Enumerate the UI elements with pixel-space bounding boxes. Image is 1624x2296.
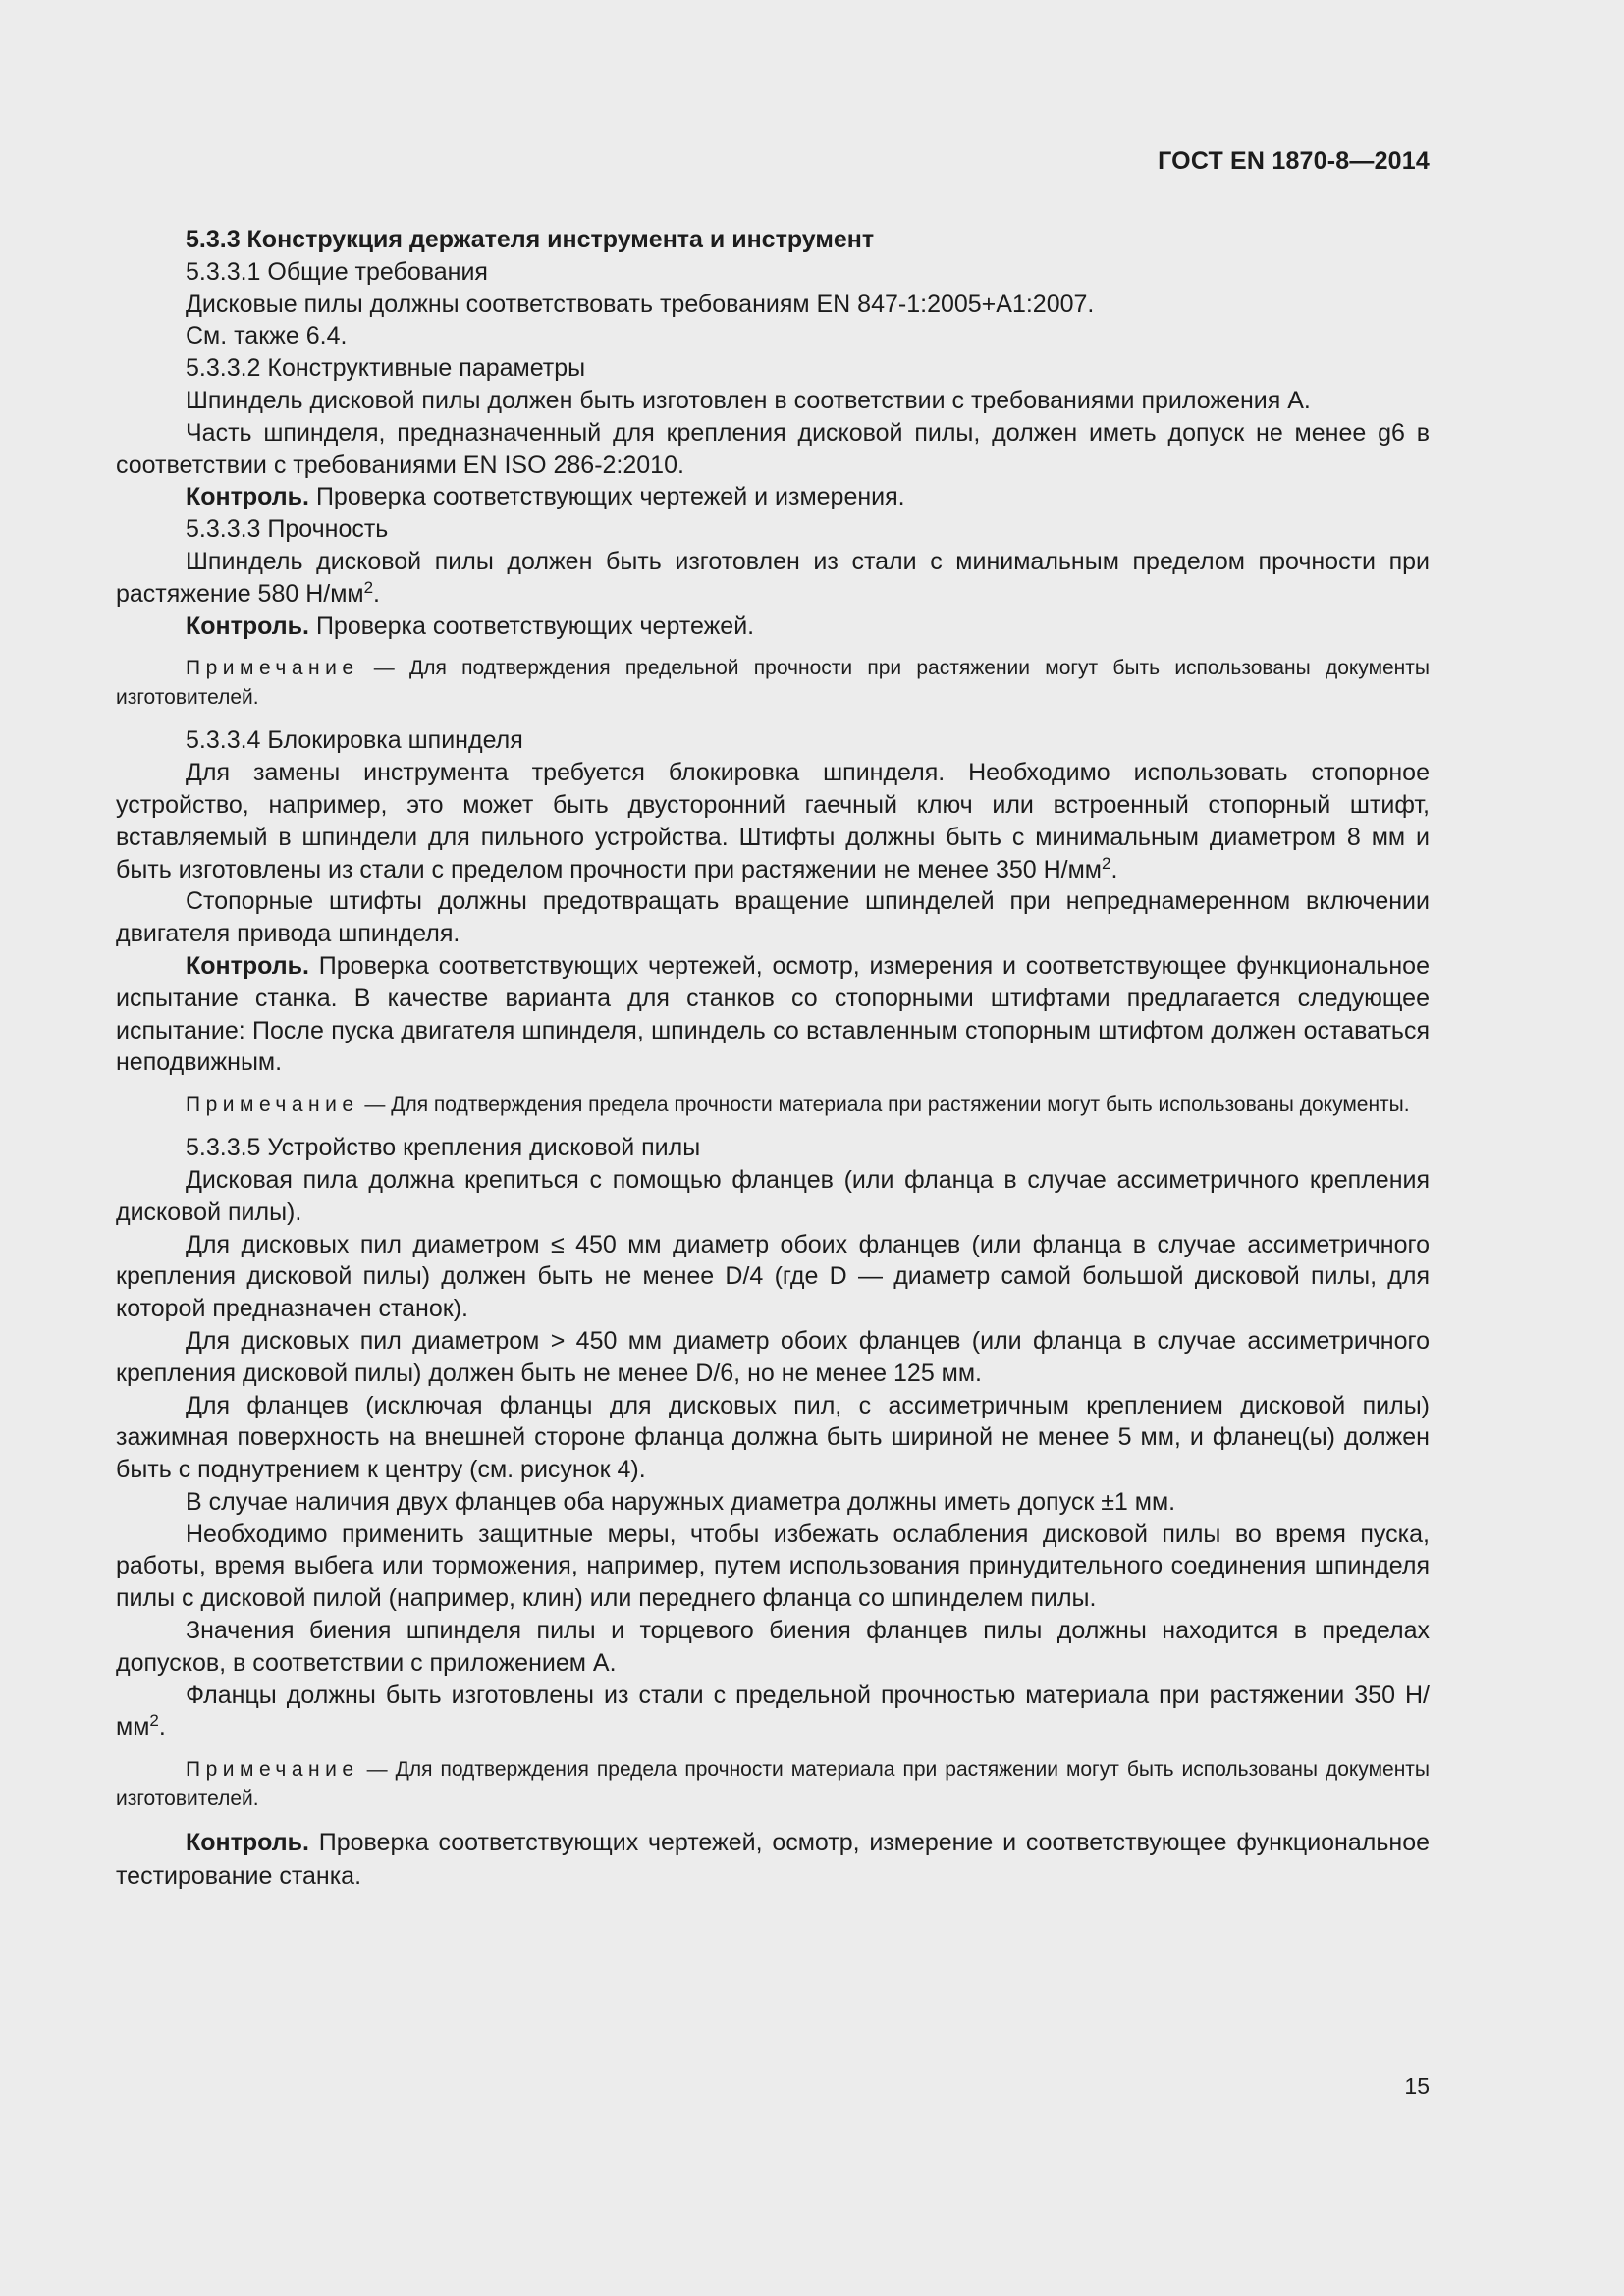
paragraph: Шпиндель дисковой пилы должен быть изготовлен в соответствии с требованиями приложения А. — [186, 386, 1311, 414]
control-label: Контроль. — [186, 612, 309, 640]
paragraph: Значения биения шпинделя пилы и торцевого биения фланцев пилы должны находится в пределах допусков, в соответствии с приложением А. — [116, 1617, 1430, 1677]
control-label: Контроль. — [186, 1829, 309, 1857]
note-paragraph — [116, 654, 1430, 713]
paragraph: Дисковая пила должна крепиться с помощью фланцев (или фланца в случае ассиметричного крепления дисковой пилы). — [116, 1165, 1430, 1226]
control-paragraph — [116, 481, 1430, 513]
paragraph: Для дисковых пил диаметром > 450 мм диаметр обоих фланцев (или фланца в случае ассиметричного крепления дисковой пилы) должен быть не менее D/6, но не менее 125 мм. — [116, 1326, 1430, 1387]
paragraph: Необходимо применить защитные меры, чтобы избежать ослабления дисковой пилы во время пуска, работы, время выбега или торможения, например, путем использования принудительного соединения шпинделя пилы с дисковой пилой (например, клин) или переднего фланца со шпинделем пилы. — [116, 1520, 1430, 1613]
control-paragraph — [116, 950, 1430, 1079]
document-body — [116, 224, 1430, 1893]
control-text: Проверка соответствующих чертежей, осмотр, измерение и соответствующее функциональное тестирование станка. — [116, 1829, 1430, 1891]
paragraph: Фланцы должны быть изготовлены из стали с предельной прочностью материала при растяжении 350 $Н/мм^2$. — [116, 1681, 1430, 1741]
paragraph: Часть шпинделя, предназначенный для крепления дисковой пилы, должен иметь допуск не менее g6 в соответствии с требованиями EN ISO 286-2:2010. — [116, 418, 1430, 479]
control-label: Контроль. — [186, 951, 309, 980]
control-paragraph — [116, 611, 1430, 643]
paragraph: Шпиндель дисковой пилы должен быть изготовлен из стали с минимальным пределом прочности при растяжение 580 $Н/мм^2$. — [116, 547, 1430, 608]
paragraph: См. также 6.4. — [186, 322, 348, 350]
document-code-header: ГОСТ EN 1870-8—2014 — [1158, 147, 1430, 175]
note-label: Примечание — [186, 1094, 359, 1117]
control-text: Проверка соответствующих чертежей и измерения. — [309, 483, 905, 511]
section-5-3-3-1-title: 5.3.3.1 Общие требования — [186, 257, 488, 286]
section-5-3-3-5-title: 5.3.3.5 Устройство крепления дисковой пилы — [186, 1134, 701, 1162]
paragraph: Для дисковых пил диаметром ≤ 450 мм диаметр обоих фланцев (или фланца в случае ассиметричного крепления дисковой пилы) должен быть не менее D/4 (где D — диаметр самой большой дисковой пилы, для которой предназначен станок). — [116, 1230, 1430, 1323]
control-paragraph — [116, 1826, 1430, 1893]
paragraph: Стопорные штифты должны предотвращать вращение шпинделей при непреднамеренном включении двигателя привода шпинделя. — [116, 887, 1430, 948]
section-5-3-3-3-title: 5.3.3.3 Прочность — [186, 515, 389, 544]
note-text: — Для подтверждения предела прочности материала при растяжении могут быть использованы документы изготовителей. — [116, 1758, 1430, 1811]
section-5-3-3-2-title: 5.3.3.2 Конструктивные параметры — [186, 354, 586, 383]
paragraph: Для замены инструмента требуется блокировка шпинделя. Необходимо использовать стопорное устройство, например, это может быть двусторонний гаечный ключ или встроенный стопорный штифт, вставляемый в шпиндели для пильного устройства. Штифты должны быть с минимальным диаметром 8 мм и быть изготовлены из стали с пределом прочности при растяжении не менее 350 $Н/мм^2$. — [116, 759, 1430, 883]
note-text: — Для подтверждения предела прочности материала при растяжении могут быть использованы документы. — [358, 1094, 1410, 1117]
control-text: Проверка соответствующих чертежей, осмотр, измерения и соответствующее функциональное испытание станка. В качестве варианта для станков со стопорными штифтами предлагается следующее испытание: После пуска двигателя шпинделя, шпиндель со вставленным стопорным штифтом должен оставаться неподвижным. — [116, 951, 1430, 1077]
note-text: — Для подтверждения предельной прочности при растяжении могут быть использованы документы изготовителей. — [116, 657, 1430, 710]
note-label: Примечание — [186, 1758, 359, 1782]
paragraph: В случае наличия двух фланцев оба наружных диаметра должны иметь допуск ±1 мм. — [186, 1487, 1176, 1516]
section-5-3-3-title: 5.3.3 Конструкция держателя инструмента и инструмент — [186, 226, 875, 253]
control-label: Контроль. — [186, 483, 309, 511]
paragraph: Для фланцев (исключая фланцы для дисковых пил, с ассиметричным креплением дисковой пилы) зажимная поверхность на внешней стороне фланца должна быть шириной не менее 5 мм, и фланец(ы) должен быть с поднутрением к центру (см. рисунок 4). — [116, 1391, 1430, 1484]
note-label: Примечание — [186, 657, 359, 680]
paragraph: Дисковые пилы должны соответствовать требованиям EN 847-1:2005+A1:2007. — [186, 290, 1095, 318]
page-number: 15 — [1404, 2073, 1430, 2099]
control-text: Проверка соответствующих чертежей. — [309, 612, 755, 640]
note-paragraph — [116, 1755, 1430, 1814]
section-5-3-3-4-title: 5.3.3.4 Блокировка шпинделя — [186, 726, 523, 755]
note-paragraph — [116, 1091, 1430, 1120]
